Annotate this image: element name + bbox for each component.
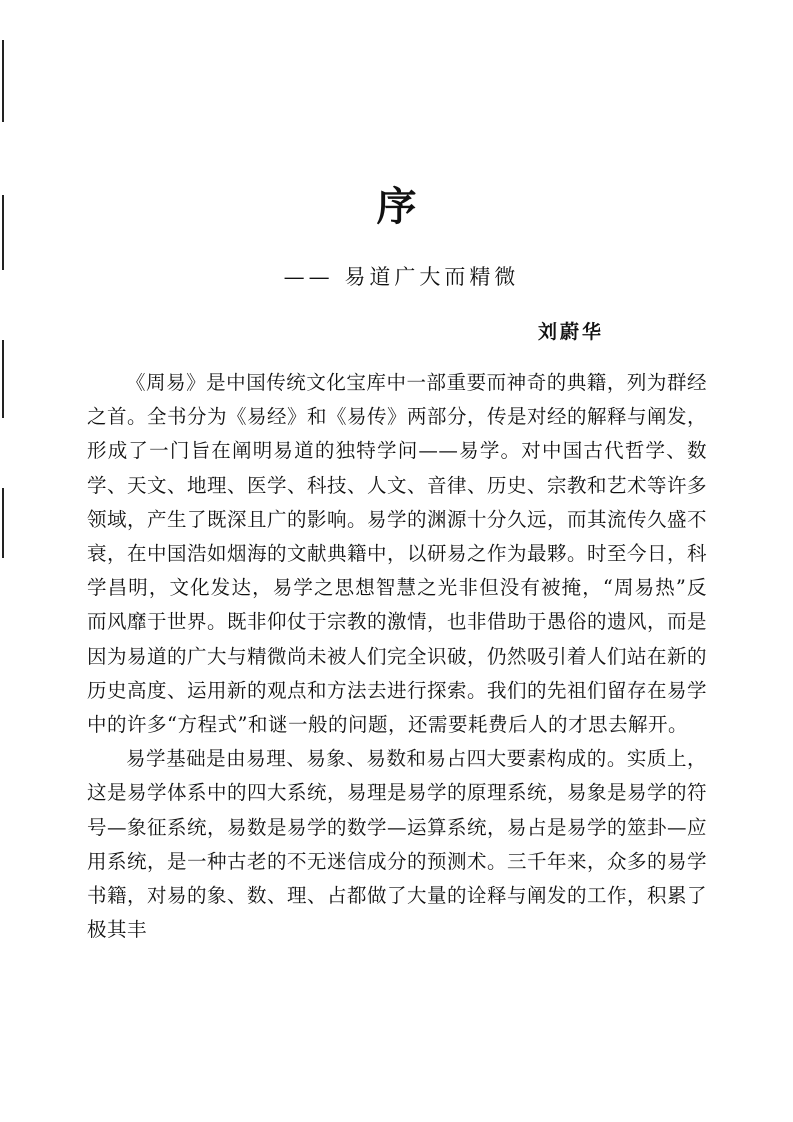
body-text — [87, 366, 707, 947]
scan-edge-mark-4 — [2, 488, 4, 558]
scan-edge-mark-1 — [2, 40, 4, 122]
paragraph: 易学基础是由易理、易象、易数和易占四大要素构成的。实质上，这是易学体系中的四大系统，易理是易学的原理系统，易象是易学的符号—象征系统，易数是易学的数学—运算系统，易占是易学的筮卦—应用系统，是一种古老的不无迷信成分的预测术。三千年来，众多的易学书籍，对易的象、数、理、占都做了大量的诠释与阐发的工作，积累了极其丰 — [87, 747, 708, 942]
paragraph: 《周易》是中国传统文化宝库中一部重要而神奇的典籍，列为群经之首。全书分为《易经》和《易传》两部分，传是对经的解释与阐发，形成了一门旨在阐明易道的独特学问——易学。对中国古代哲学、数学、天文、地理、医学、科技、人文、音律、历史、宗教和艺术等许多领域，产生了既深且广的影响。易学的渊源十分久远，而其流传久盛不衰，在中国浩如烟海的文献典籍中，以研易之作为最夥。时至今日，科学昌明，文化发达，易学之思想智慧之光非但没有被掩，“周易热”反而风靡于世界。既非仰仗于宗教的激情，也非借助于愚俗的遗风，而是因为易道的广大与精微尚未被人们完全识破，仍然吸引着人们站在新的历史高度、运用新的观点和方法去进行探索。我们的先祖们留存在易学中的许多“方程式”和谜一般的问题，还需要耗费后人的才思去解开。 — [87, 371, 708, 737]
page-subtitle: —— 易道广大而精微 — [283, 265, 520, 289]
author-name: 刘蔚华 — [538, 321, 605, 343]
scan-edge-mark-3 — [2, 340, 4, 418]
page-title: 序 — [376, 184, 417, 230]
